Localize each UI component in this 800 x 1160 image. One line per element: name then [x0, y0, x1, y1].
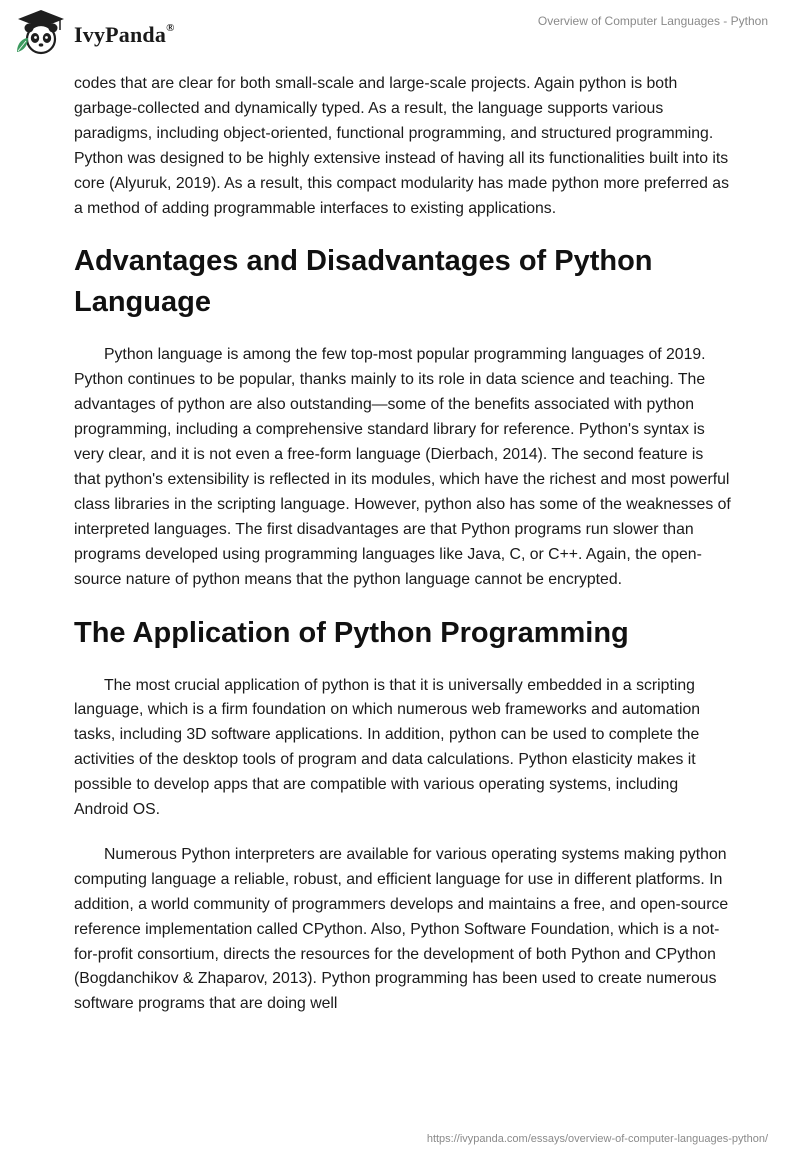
source-url-link[interactable]: https://ivypanda.com/essays/overview-of-computer-languages-python/ — [426, 1133, 768, 1145]
application-paragraph-2: Numerous Python interpreters are available for various operating systems making python computing language a reliable, robust, and efficient language for use in different platforms. In addition, a world community of programmers develops and maintains a free, and open-source reference implementation called CPython. Also, Python Software Foundation, which is a not-for-profit consortium, directs the resources for the development of both Python and CPython (Bogdanchikov & Zhaparov, 2013). Python programming has been used to create numerous software programs that are doing well — [74, 845, 729, 1013]
document-title: Overview of Computer Languages - Python — [537, 14, 768, 28]
page-header — [0, 0, 800, 70]
application-paragraph-1: The most crucial application of python is that it is universally embedded in a scripting language, which is a firm foundation on which numerous web frameworks and automation tasks, including 3D software applications. In addition, python can be used to complete the activities of the desktop tools of program and data calculations. Python elasticity makes it possible to develop apps that are compatible with various operating systems, including Android OS. — [74, 676, 701, 819]
advantages-paragraph: Python language is among the few top-most popular programming languages of 2019. Python continues to be popular, thanks mainly to its role in data science and teaching. The advantages of python are also outstanding—some of the benefits associated with python programming, including a comprehensive standard library for reference. Python's syntax is very clear, and it is not even a free-form language (Dierbach, 2014). The second feature is that python's extensibility is reflected in its modules, which have the richest and most powerful class libraries in the scripting language. However, python also has some of the weaknesses of interpreted languages. The first disadvantages are that Python programs run slower than programs developed using programming languages like Java, C, or C++. Again, the open-source nature of python means that the python language cannot be encrypted. — [74, 346, 731, 588]
logo-wordmark: IvyPanda® — [74, 21, 175, 47]
panda-logo-icon — [14, 8, 68, 58]
intro-paragraph: codes that are clear for both small-scale and large-scale projects. Again python is both garbage-collected and dynamically typed. As a result, the language supports various paradigms, including object-oriented, functional programming, and structured programming. Python was designed to be highly extensive instead of having all its functionalities built into its core (Alyuruk, 2019). As a result, this compact modularity has made python more preferred as a method of adding programmable interfaces to existing applications. — [74, 75, 729, 217]
ivypanda-logo[interactable] — [14, 8, 175, 58]
section-heading-advantages: Advantages and Disadvantages of Python Language — [74, 245, 653, 319]
section-heading-application: The Application of Python Programming — [74, 616, 629, 649]
essay-content — [74, 72, 734, 1037]
